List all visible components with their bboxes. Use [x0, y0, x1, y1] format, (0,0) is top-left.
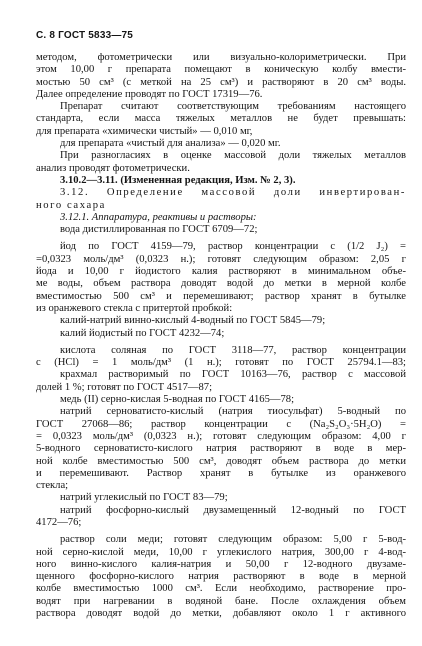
text-line: медь (II) серно-кислая 5-водная по ГОСТ 4165—78;: [60, 394, 295, 406]
text-line: Препарат считают соответствующим требованиям настоящего: [60, 101, 406, 113]
text-line: 3.12. Определение массовой доли инвертирован-: [60, 187, 406, 199]
text-line: 3.12.1. Аппаратура, реактивы и растворы:: [60, 211, 257, 223]
text-line: мостью 50 см³ (с меткой на 25 см³) и растворяют в 20 см³ воды.: [36, 76, 406, 88]
text-line: этом 10,00 г препарата помещают в коническую колбу вмести-: [36, 64, 406, 76]
text-line: ной серно-кислой меди, 10,00 г углекислого натрия, 300,00 г 4-вод-: [36, 546, 406, 558]
text-line: водят при нагревании в водяной бане. После охлаждения объем: [36, 595, 406, 607]
text-line: ной колбе вместимостью 500 см³, доводят объем раствора до метки: [36, 455, 406, 467]
text-line: При разногласиях в оценке массовой доли тяжелых металлов: [60, 150, 406, 162]
text-line: ного сахара: [36, 199, 106, 211]
text-line: натрий фосфорно-кислый двузамещенный 12-водный по ГОСТ: [60, 504, 406, 516]
text-line: =0,0323 моль/дм³ (0,0323 н.); готовят следующим образом: 2,05 г: [36, 253, 406, 265]
text-line: вода дистиллированная по ГОСТ 6709—72;: [60, 224, 258, 236]
text-line: долей 1 %; готовят по ГОСТ 4517—87;: [36, 381, 213, 393]
text-line: натрий серноватисто-кислый (натрия тиосульфат) 5-водный по: [60, 406, 406, 418]
text-line: методом, фотометрически или визуально-колориметрически. При: [36, 52, 406, 63]
text-line: ме воды, объем раствора доводят водой до метки в мерной колбе: [36, 278, 406, 290]
text-line: 5-водного серноватисто-кислого натрия растворяют в воде в мер-: [36, 443, 406, 455]
text-line: Далее определение проводят по ГОСТ 17319—76.: [36, 88, 263, 100]
text-line: 4172—76;: [36, 516, 82, 528]
text-line: ного винно-кислого калия-натрия и 50,00 г 12-водного двузаме-: [36, 558, 406, 570]
text-line: щенного фосфорно-кислого натрия растворяют в воде в мерной: [36, 571, 406, 583]
text-line: вместимостью 500 см³ и перемешивают; раствор хранят в бутылке: [36, 290, 406, 302]
text-line: и перемешивают. Раствор хранят в бутылке из оранжевого: [36, 467, 406, 479]
text-line: 3.10.2—3.11. (Измененная редакция, Изм. № 2, 3).: [60, 174, 296, 186]
text-line: стандарта, если масса тяжелых металлов не будет превышать:: [36, 113, 406, 125]
text-line: кислота соляная по ГОСТ 3118—77, раствор концентрации: [60, 344, 406, 356]
text-line: для препарата «химически чистый» — 0,010 мг,: [36, 125, 253, 137]
text-line: натрий углекислый по ГОСТ 83—79;: [60, 492, 228, 504]
text-line: = 0,0323 моль/дм³ (0,0323 н.); готовят следующим образом: 4,00 г: [36, 430, 406, 442]
text-line: калий-натрий винно-кислый 4-водный по ГОСТ 5845—79;: [60, 315, 326, 327]
page-header: С. 8 ГОСТ 5833—75: [36, 30, 134, 41]
text-line: для препарата «чистый для анализа» — 0,020 мг.: [60, 138, 281, 150]
text-line: йод по ГОСТ 4159—79, раствор концентрации c (1/2 J₂) =: [60, 241, 406, 253]
text-line: колбе вместимостью 1000 см³. Если необходимо, растворение про-: [36, 583, 406, 595]
text-line: анализ проводят фотометрически.: [36, 162, 190, 174]
text-line: раствор соли меди; готовят следующим образом: 5,00 г 5-вод-: [60, 534, 406, 546]
text-line: стекла;: [36, 480, 69, 492]
text-line: крахмал растворимый по ГОСТ 10163—76, раствор с массовой: [60, 369, 406, 381]
document-body: [36, 52, 406, 620]
text-line: из оранжевого стекла с притертой пробкой:: [36, 302, 233, 314]
text-line: калий йодистый по ГОСТ 4232—74;: [60, 327, 225, 339]
text-line: ГОСТ 27068—86; раствор концентрации c (Na₂S₂O₃·5H₂O) =: [36, 418, 406, 430]
text-line: йода и 10,00 г йодистого калия растворяют в минимальном объе-: [36, 266, 406, 278]
text-line: раствора доводят водой до метки, добавляют около 1 г активного: [36, 608, 406, 620]
text-line: c (HCl) = 1 моль/дм³ (1 н.); готовят по ГОСТ 25794.1—83;: [36, 357, 406, 369]
